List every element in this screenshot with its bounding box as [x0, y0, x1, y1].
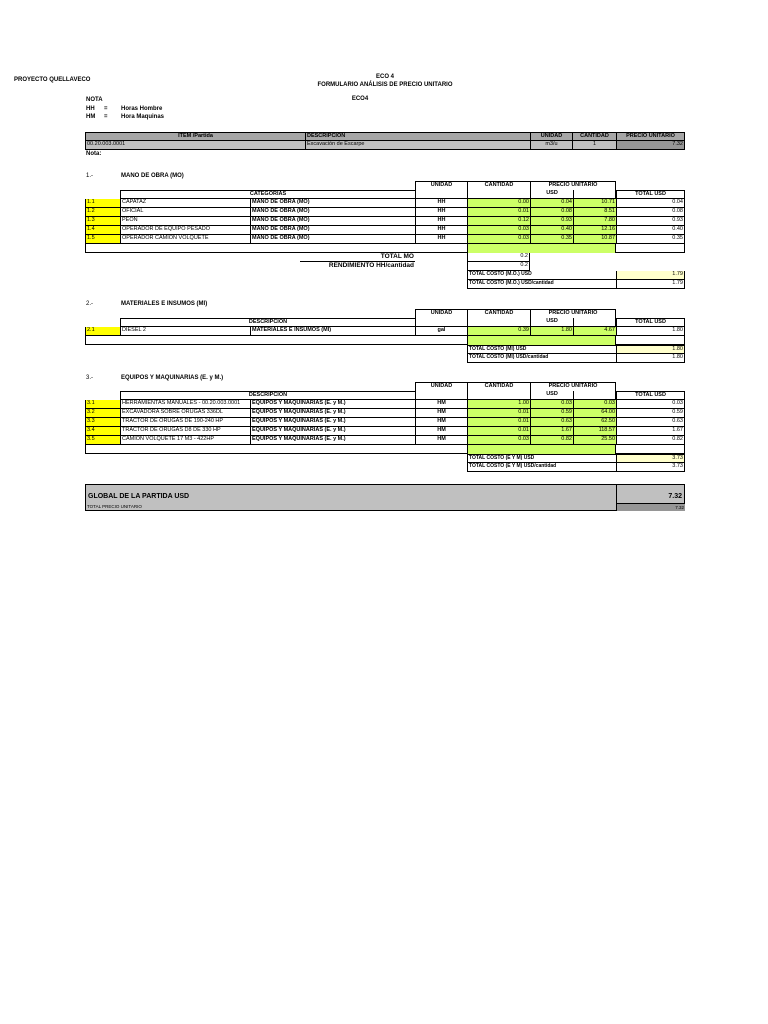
eq-blank-green — [467, 445, 616, 454]
eq-row-num: 3.2 — [85, 409, 120, 418]
mo-blank-green — [467, 244, 616, 253]
mo-cost-usd-value: 1.79 — [616, 271, 685, 280]
mo-cat-header: CATEGORIAS — [120, 190, 415, 199]
form-subcode: ECO4 — [351, 96, 369, 102]
mo-row-name: OPERADOR DE EQUIPO PESADO — [120, 226, 250, 235]
mo-total-label: TOTAL MO — [300, 253, 415, 262]
global-divider — [616, 484, 617, 511]
mo-row-total: 0.40 — [616, 226, 685, 235]
eq-row-unit: HM — [415, 400, 467, 409]
mo-row-name: OFICIAL — [120, 208, 250, 217]
mo-row-rate: 7.80 — [573, 217, 616, 226]
eq-row-unit: HM — [415, 427, 467, 436]
mo-row-num: 1.2 — [85, 208, 120, 217]
eq-row-qty: 0.03 — [467, 436, 530, 445]
mo-row-qty: 0.12 — [467, 217, 530, 226]
mo-row-num: 1.4 — [85, 226, 120, 235]
mi-cost-cant-value: 1.80 — [616, 354, 685, 363]
eq-row-rate: 118.57 — [573, 427, 616, 436]
eq-row-total: 0.03 — [616, 400, 685, 409]
mo-row-unit: HH — [415, 217, 467, 226]
mi-qty-header-blank — [467, 318, 530, 327]
mo-unit-header-blank — [415, 190, 467, 199]
eq-row-type: EQUIPOS Y MAQUINARIAS (E. y M.) — [250, 427, 415, 436]
mo-rend-value: 0.2 — [467, 262, 530, 271]
item-code: 00.20.003.0001 — [85, 141, 305, 150]
eq-row-name: EXCAVADORA SOBRE ORUGAS 336DL — [120, 409, 250, 418]
item-qty: 1 — [572, 141, 616, 150]
mi-qty-header: CANTIDAD — [467, 309, 530, 318]
eq-qty-header: CANTIDAD — [467, 382, 530, 391]
eq-row-qty: 1.00 — [467, 400, 530, 409]
mo-row-num: 1.5 — [85, 235, 120, 244]
mo-row-num: 1.1 — [85, 199, 120, 208]
mo-pu-header: PRECIO UNITARIO — [530, 181, 616, 190]
eq-row-num: 3.5 — [85, 436, 120, 445]
eq-cost-usd-value: 3.73 — [616, 454, 685, 463]
eq-row-unit: HM — [415, 418, 467, 427]
mo-unit-header: UNIDAD — [415, 181, 467, 190]
eq-cost-usd-label: TOTAL COSTO (E Y M) USD — [467, 454, 616, 463]
mi-row-usd: 1.80 — [530, 327, 573, 336]
note-text-hm: Hora Maquinas — [121, 114, 165, 120]
note-eq-hh: = — [104, 106, 108, 112]
mo-cost-usd-label: TOTAL COSTO (M.O.) USD — [467, 271, 616, 280]
eq-row-qty: 0.01 — [467, 427, 530, 436]
mo-row-unit: HH — [415, 199, 467, 208]
mo-row-rate: 10.87 — [573, 235, 616, 244]
eq-usd-header: USD — [530, 391, 573, 400]
mi-row-qty: 0.39 — [467, 327, 530, 336]
eq-row-unit: HM — [415, 409, 467, 418]
mo-num: 1.- — [86, 173, 94, 179]
eq-row-qty: 0.01 — [467, 418, 530, 427]
mi-row-unit: gal — [415, 327, 467, 336]
mo-row-usd: 0.93 — [530, 217, 573, 226]
eq-row-total: 0.82 — [616, 436, 685, 445]
note-text-hh: Horas Hombre — [121, 106, 163, 112]
mo-row-total: 0.08 — [616, 208, 685, 217]
mo-row-name: OPERADOR CAMION VOLQUETE — [120, 235, 250, 244]
eq-row-type: EQUIPOS Y MAQUINARIAS (E. y M.) — [250, 409, 415, 418]
project-name: PROYECTO QUELLAVECO — [14, 77, 91, 83]
eq-qty-header-blank — [467, 391, 530, 400]
nota-text: Nota: — [86, 151, 102, 157]
mi-pu-header: PRECIO UNITARIO — [530, 309, 616, 318]
eq-row-total: 0.59 — [616, 409, 685, 418]
item-unit: m3/u — [530, 141, 572, 150]
eq-row-type: EQUIPOS Y MAQUINARIAS (E. y M.) — [250, 418, 415, 427]
mi-blank-green — [467, 336, 616, 345]
mo-row-unit: HH — [415, 208, 467, 217]
note-abbr-hh: HH — [86, 106, 95, 112]
unit-header: UNIDAD — [530, 132, 572, 141]
desc-header: DESCRIPCION — [305, 132, 530, 141]
price-header: PRECIO UNITARIO — [616, 132, 685, 141]
eq-row-rate: 25.50 — [573, 436, 616, 445]
global-label: GLOBAL DE LA PARTIDA USD — [88, 493, 190, 500]
mi-cost-usd-value: 1.80 — [616, 345, 685, 354]
eq-desc-header: DESCRIPCION — [120, 391, 415, 400]
mi-total-header: TOTAL USD — [616, 318, 685, 327]
mo-row-rate: 12.16 — [573, 226, 616, 235]
eq-title: EQUIPOS Y MAQUINARIAS (E. y M.) — [121, 375, 224, 381]
mo-row-qty: 0.01 — [467, 208, 530, 217]
mi-usd-header-blank — [573, 318, 616, 327]
eq-row-usd: 0.63 — [530, 418, 573, 427]
mo-qty-header: CANTIDAD — [467, 181, 530, 190]
mo-total-value: 0.2 — [467, 253, 530, 262]
mo-cost-cant-value: 1.79 — [616, 280, 685, 289]
form-title: FORMULARIO ANÁLISIS DE PRECIO UNITARIO — [317, 82, 453, 88]
mo-row-qty: 0.03 — [467, 226, 530, 235]
eq-row-total: 1.67 — [616, 427, 685, 436]
mo-row-name: CAPATAZ — [120, 199, 250, 208]
mo-row-type: MANO DE OBRA (MO) — [250, 208, 415, 217]
mi-cost-cant-label: TOTAL COSTO (MI) USD/cantidad — [467, 354, 616, 363]
eq-row-usd: 0.82 — [530, 436, 573, 445]
eq-cost-cant-label: TOTAL COSTO (E Y M) USD/cantidad — [467, 463, 616, 472]
eq-row-usd: 0.59 — [530, 409, 573, 418]
eq-row-rate: 0.03 — [573, 400, 616, 409]
mi-row-rate: 4.67 — [573, 327, 616, 336]
qty-header: CANTIDAD — [572, 132, 616, 141]
mi-row-type: MATERIALES E INSUMOS (MI) — [250, 327, 415, 336]
eq-cost-cant-value: 3.73 — [616, 463, 685, 472]
mo-total-header: TOTAL USD — [616, 190, 685, 199]
mi-usd-header: USD — [530, 318, 573, 327]
mo-title: MANO DE OBRA (MO) — [121, 173, 184, 179]
global-sub-label: TOTAL PRECIO UNITARIO — [87, 504, 142, 509]
mo-row-total: 0.35 — [616, 235, 685, 244]
item-header: ITEM /Partida — [85, 132, 305, 141]
eq-row-name: TRACTOR DE ORUGAS D8 DE 330 HP — [120, 427, 250, 436]
mo-row-total: 0.04 — [616, 199, 685, 208]
mo-row-type: MANO DE OBRA (MO) — [250, 235, 415, 244]
eq-row-usd: 0.03 — [530, 400, 573, 409]
mi-unit-header: UNIDAD — [415, 309, 467, 318]
eq-row-unit: HM — [415, 436, 467, 445]
mo-row-qty: 0.00 — [467, 199, 530, 208]
eq-row-usd: 1.67 — [530, 427, 573, 436]
mi-row-name: DIESEL 2 — [120, 327, 250, 336]
item-description: Excavación de Escarpe — [305, 141, 530, 150]
mi-title: MATERIALES E INSUMOS (MI) — [121, 301, 208, 307]
eq-unit-header: UNIDAD — [415, 382, 467, 391]
eq-row-name: HERRAMIENTAS MANUALES - 00.20.003.0001 — [120, 400, 250, 409]
item-price: 7.32 — [616, 141, 685, 150]
mo-row-total: 0.93 — [616, 217, 685, 226]
eq-row-num: 3.4 — [85, 427, 120, 436]
mi-unit-header-blank — [415, 318, 467, 327]
eq-row-name: CAMION VOLQUETE 17 M3 - 422HP — [120, 436, 250, 445]
mi-desc-header: DESCRIPCION — [120, 318, 415, 327]
global-value: 7.32 — [668, 493, 682, 500]
eq-pu-header: PRECIO UNITARIO — [530, 382, 616, 391]
global-sub-value: 7.32 — [616, 503, 685, 511]
mo-row-usd: 0.35 — [530, 235, 573, 244]
mo-row-num: 1.3 — [85, 217, 120, 226]
eq-usd-header-blank — [573, 391, 616, 400]
mi-num: 2.- — [86, 301, 94, 307]
mo-row-usd: 0.08 — [530, 208, 573, 217]
mo-row-unit: HH — [415, 226, 467, 235]
mo-row-type: MANO DE OBRA (MO) — [250, 226, 415, 235]
note-abbr-hm: HM — [86, 114, 96, 120]
eq-row-rate: 62.50 — [573, 418, 616, 427]
mo-usd-header: USD — [530, 190, 573, 199]
nota-label: NOTA — [86, 97, 103, 103]
mi-cost-usd-label: TOTAL COSTO (MI) USD — [467, 345, 616, 354]
note-eq-hm: = — [104, 114, 108, 120]
eq-num: 3.- — [86, 375, 94, 381]
mo-row-type: MANO DE OBRA (MO) — [250, 217, 415, 226]
eq-row-qty: 0.01 — [467, 409, 530, 418]
eq-row-num: 3.1 — [85, 400, 120, 409]
eq-total-header: TOTAL USD — [616, 391, 685, 400]
mi-row-total: 1.80 — [616, 327, 685, 336]
eq-row-total: 0.63 — [616, 418, 685, 427]
eq-row-type: EQUIPOS Y MAQUINARIAS (E. y M.) — [250, 436, 415, 445]
mo-qty-header-blank — [467, 190, 530, 199]
eq-row-num: 3.3 — [85, 418, 120, 427]
eq-row-name: TRACTOR DE ORUGAS DE 190-240 HP — [120, 418, 250, 427]
eq-row-type: EQUIPOS Y MAQUINARIAS (E. y M.) — [250, 400, 415, 409]
eq-unit-header-blank — [415, 391, 467, 400]
mo-cost-cant-label: TOTAL COSTO (M.O.) USD/cantidad — [467, 280, 616, 289]
eq-row-rate: 64.00 — [573, 409, 616, 418]
mo-row-name: PEON — [120, 217, 250, 226]
mo-row-qty: 0.03 — [467, 235, 530, 244]
mo-row-rate: 10.71 — [573, 199, 616, 208]
mi-row-num: 2.1 — [85, 327, 120, 336]
mo-row-rate: 8.51 — [573, 208, 616, 217]
form-code: ECO 4 — [375, 74, 394, 80]
mo-row-unit: HH — [415, 235, 467, 244]
mo-row-usd: 0.40 — [530, 226, 573, 235]
mo-rend-label: RENDIMIENTO HH/cantidad — [328, 262, 414, 269]
mo-usd-header-blank — [573, 190, 616, 199]
mo-row-usd: 0.04 — [530, 199, 573, 208]
mo-row-type: MANO DE OBRA (MO) — [250, 199, 415, 208]
